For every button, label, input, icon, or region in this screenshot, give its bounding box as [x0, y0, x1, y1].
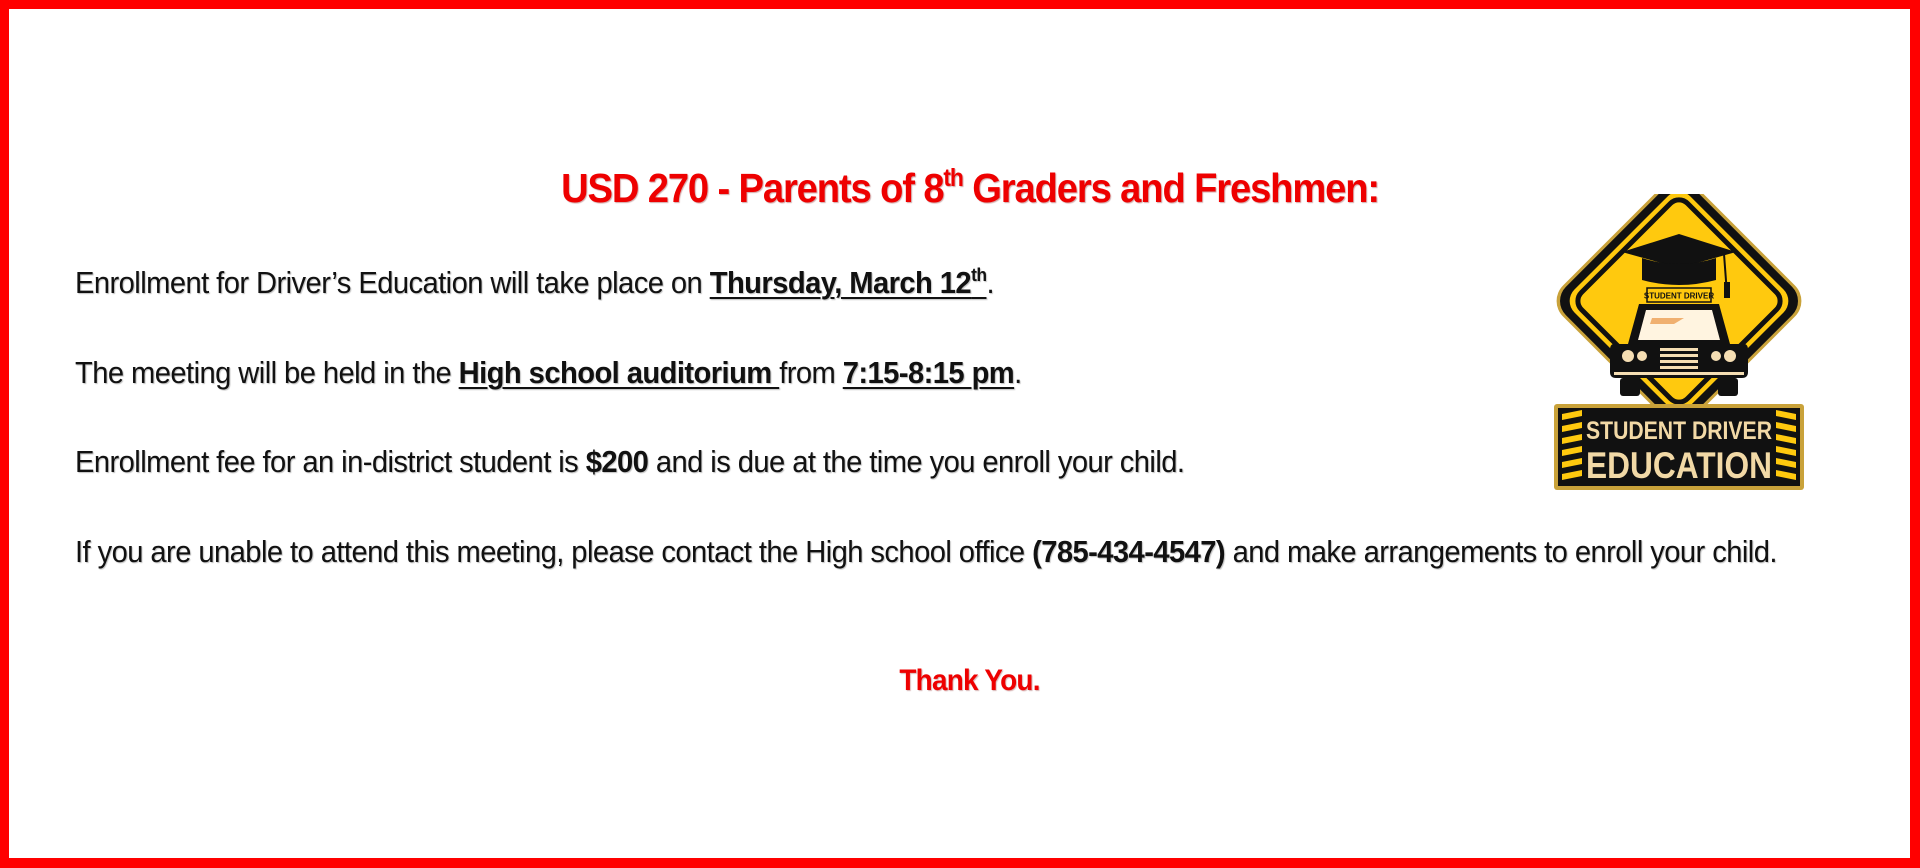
date-superscript: th: [971, 263, 987, 285]
paragraph-text: from: [779, 355, 843, 390]
enrollment-date: [710, 265, 987, 300]
svg-text:STUDENT DRIVER: STUDENT DRIVER: [1643, 291, 1715, 301]
title-text: USD 270 - Parents of 8: [561, 165, 944, 211]
paragraph-text: Enrollment fee for an in-district student is: [75, 444, 586, 479]
contact-paragraph: [75, 529, 1842, 574]
date-text: Thursday, March 12: [709, 265, 972, 300]
svg-text:STUDENT DRIVER: STUDENT DRIVER: [1586, 417, 1772, 445]
closing-text: Thank You.: [899, 664, 1040, 697]
paragraph-text: Enrollment for Driver’s Education will take place on: [75, 265, 710, 300]
paragraph-text: and is due at the time you enroll your child.: [648, 444, 1185, 479]
svg-text:EDUCATION: EDUCATION: [1586, 445, 1772, 486]
fee-paragraph: [75, 439, 1184, 484]
student-driver-badge-icon: [1534, 194, 1824, 494]
meeting-time: 7:15-8:15 pm: [842, 355, 1015, 390]
paragraph-text: and make arrangements to enroll your child.: [1225, 534, 1777, 569]
meeting-location-paragraph: [75, 350, 1022, 395]
paragraph-text: If you are unable to attend this meeting, please contact the High school office: [75, 534, 1033, 569]
paragraph-text: .: [1014, 355, 1022, 390]
title-superscript: th: [943, 165, 963, 193]
meeting-location: High school auditorium: [458, 355, 780, 390]
enrollment-date-paragraph: [75, 260, 994, 305]
fee-amount: $200: [585, 444, 649, 479]
phone-number: (785-434-4547): [1032, 534, 1226, 569]
paragraph-text: The meeting will be held in the: [75, 355, 459, 390]
student-driver-education-logo: [1534, 194, 1824, 494]
title-text-suffix: Graders and Freshmen:: [962, 165, 1379, 211]
paragraph-text: .: [986, 265, 994, 300]
